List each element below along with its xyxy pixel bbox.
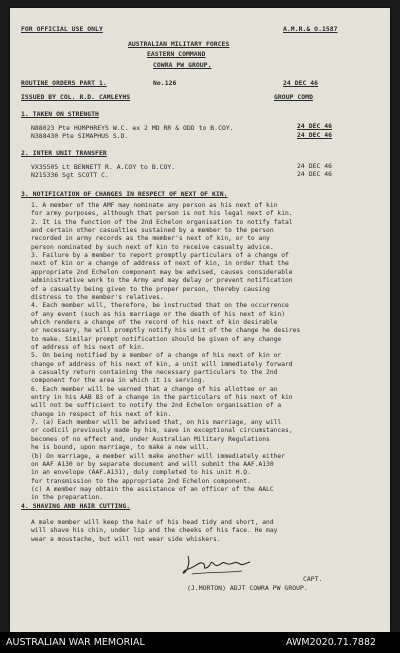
archive-footer (0, 632, 400, 653)
body-line: 2. It is the function of the 2nd Echelon organisation to notify fatal (31, 218, 293, 226)
body-line: wear a moustache, but will not wear side whiskers. (31, 535, 221, 543)
section-1-row-2: N388430 Pte SIMAPHUS S.D. (31, 132, 129, 140)
signature-name: (J.MORTON) ADJT COWRA PW GROUP. (187, 584, 308, 592)
body-line: becomes of no effect and, under Australian Military Regulations (31, 435, 270, 443)
body-line: entry in his AAB 83 of a change in the particulars of his next of kin (31, 394, 293, 402)
body-line: 1. A member of the AMF may nominate any person as his next of kin (31, 202, 278, 209)
section-1-row-1: N88023 Pte HUMPHREYS W.C. ex 2 MD RR & ODD to B.COY. (31, 124, 234, 132)
section-2-row-1-date: 24 DEC 46 (297, 162, 333, 170)
body-line: 7. (a) Each member will be advised that, on his marriage, any will (31, 419, 282, 427)
body-line: and certain other casualties sustained by a member to the person (31, 227, 274, 235)
body-line: to make. Similar prompt notification should be given of any change (31, 335, 282, 343)
reference-number: A.M.R.& O.1587 (283, 25, 338, 33)
footer-accession: AWM2020.71.7882 (286, 637, 377, 648)
section-2-title: 2. INTER UNIT TRANSFER (21, 149, 107, 157)
body-line: person nominated by such next of kin to receive casualty advice. (31, 243, 274, 251)
body-line: a casualty return containing the necessary particulars to the 2nd (31, 369, 278, 376)
section-2-row-1: VX35505 Lt BENNETT R. A.COY to B.COY. (31, 163, 176, 171)
org-title: AUSTRALIAN MILITARY FORCES (128, 40, 230, 48)
body-line: 4. Each member will, therefore, be instructed that on the occurrence (31, 302, 289, 310)
section-1-row-2-date: 24 DEC 46 (297, 131, 333, 139)
body-line: 5. On being notified by a member of a change of his next of kin or (31, 352, 282, 360)
classification-label: FOR OFFICIAL USE ONLY (21, 25, 103, 33)
org-command: EASTERN COMMAND (147, 50, 206, 58)
section-1-row-1-date: 24 DEC 46 (297, 122, 333, 130)
orders-number: No.126 (153, 79, 177, 87)
body-line: will not be sufficient to notify the 2nd Echelon organisation of a (31, 402, 282, 410)
body-line: change in respect of his next of kin. (31, 410, 172, 418)
body-line: administrative work to the Army and may delay or prevent notification (31, 277, 293, 285)
body-line: of any event (such as his marriage or the death of his next of kin) (31, 310, 286, 318)
body-line: 3. Failure by a member to report promptly particulars of a change of (31, 252, 289, 260)
body-line: in the preparation. (31, 494, 104, 502)
section-2-row-2-date: 24 DEC 46 (297, 170, 333, 178)
body-line: component for the area in which it is serving. (31, 377, 206, 385)
body-line: (b) On marriage, a member will make another will immediately either (31, 452, 286, 460)
body-line: for transmission to the appropriate 2nd Echelon component. (31, 477, 251, 485)
body-line: 6. Each member will be warned that a change of his allottee or an (31, 385, 278, 393)
section-1-title: 1. TAKEN ON STRENGTH (21, 110, 99, 118)
orders-date: 24 DEC 46 (283, 79, 319, 87)
body-line: distress to the member's relatives. (31, 293, 164, 301)
body-line: (c) A member may obtain the assistance of an officer of the AALC (31, 485, 274, 493)
section-3-title: 3. NOTIFICATION OF CHANGES IN RESPECT OF NEXT OF KIN. (21, 190, 228, 198)
body-line: he is bound, upon marriage, to make a new will. (31, 444, 210, 452)
body-line: of a casualty being given to the proper person, thereby causing (31, 285, 270, 293)
body-line: appropriate 2nd Echelon component may be advised, causes considerable (31, 268, 293, 276)
body-line: recorded in army records as the member's next of kin, or to any (31, 235, 270, 243)
body-line: for army purposes, although that person is not his legal next of kin. (31, 210, 293, 218)
body-line: next of kin or a change of address of next of kin, in order that the (31, 260, 289, 268)
footer-source: AUSTRALIAN WAR MEMORIAL (6, 637, 145, 648)
orders-title: ROUTINE ORDERS PART 1. (21, 79, 107, 87)
org-group: COWRA PW GROUP. (153, 61, 212, 69)
body-line: or codicil previously made by him, save in exceptional circumstances, (31, 427, 293, 435)
body-line: will shave his chin, under lip and the cheeks of his face. He may (31, 527, 278, 535)
section-4-title: 4. SHAVING AND HAIR CUTTING. (21, 502, 131, 510)
body-line: in an envelope (AAF.A131), duly completed to his unit H.Q. (31, 469, 251, 477)
handwritten-signature (182, 552, 252, 578)
issued-by: ISSUED BY COL. R.D. CAMLEYHS (21, 93, 131, 101)
body-line: of address of his next of kin. (31, 343, 145, 351)
body-line: A male member will keep the hair of his head tidy and short, and (31, 519, 274, 526)
body-line: or necessary, he will promptly notify his unit of the change he desires (31, 327, 301, 335)
body-line: which renders a change of the record of his next of kin desirable (31, 318, 278, 326)
body-line: on AAF A130 or by separate document and will submit the AAF.A130 (31, 460, 274, 468)
section-2-row-2: N215336 Sgt SCOTT C. (31, 171, 109, 179)
body-line: change of address of his next of kin, a unit will immediately forward (31, 360, 293, 368)
signature-rank: CAPT. (303, 575, 323, 583)
group-comd: GROUP COMD (274, 93, 313, 101)
